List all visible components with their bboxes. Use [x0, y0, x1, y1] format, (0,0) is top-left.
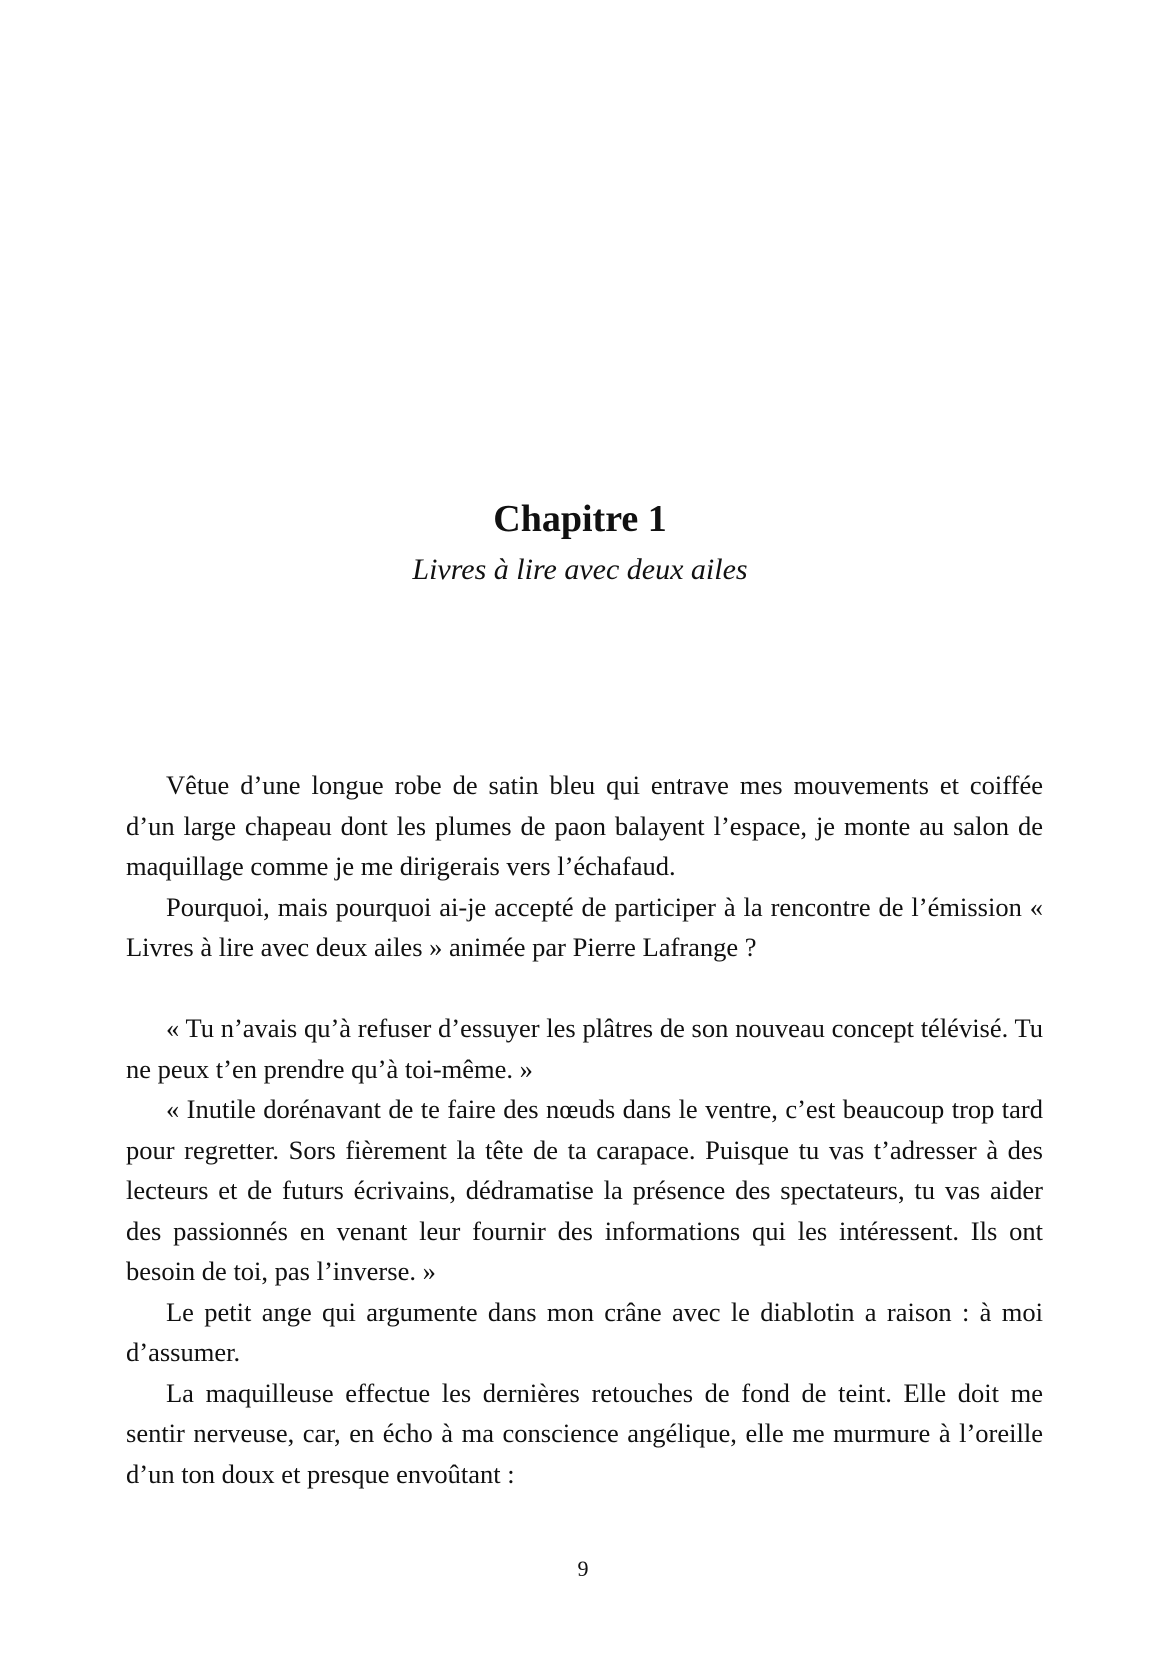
chapter-title: Chapitre 1 [493, 498, 667, 540]
chapter-header [0, 497, 1166, 589]
page-number: 9 [577, 1556, 589, 1581]
paragraph: La maquilleuse effectue les dernières retouches de fond de teint. Elle doit me sentir nerveuse, car, en écho à ma conscience angélique, elle me murmure à l’oreille d’un ton doux et presque envoûtant : [126, 1377, 1043, 1489]
paragraph: Pourquoi, mais pourquoi ai-je accepté de participer à la rencontre de l’émission « Livres à lire avec deux ailes » animée par Pierre Lafrange ? [126, 891, 1043, 962]
chapter-subtitle: Livres à lire avec deux ailes [412, 553, 748, 586]
chapter-body [126, 765, 1043, 1494]
paragraph: Vêtue d’une longue robe de satin bleu qui entrave mes mouvements et coiffée d’un large chapeau dont les plumes de paon balayent l’espace, je monte au salon de maquillage comme je me dirigerais vers l’échafaud. [126, 770, 1043, 881]
paragraph: « Inutile dorénavant de te faire des nœuds dans le ventre, c’est beaucoup trop tard pour regretter. Sors fièrement la tête de ta carapace. Puisque tu vas t’adresser à des lecteurs et de futurs écrivains, dédramatise la présence des spectateurs, tu vas aider des passionnés en venant leur fournir des informations qui les intéressent. Ils ont besoin de toi, pas l’inverse. » [126, 1094, 1043, 1286]
paragraph: « Tu n’avais qu’à refuser d’essuyer les plâtres de son nouveau concept télévisé. Tu ne peux t’en prendre qu’à toi-même. » [126, 1013, 1043, 1084]
paragraph: Le petit ange qui argumente dans mon crâne avec le diablotin a raison : à moi d’assumer. [126, 1296, 1043, 1367]
